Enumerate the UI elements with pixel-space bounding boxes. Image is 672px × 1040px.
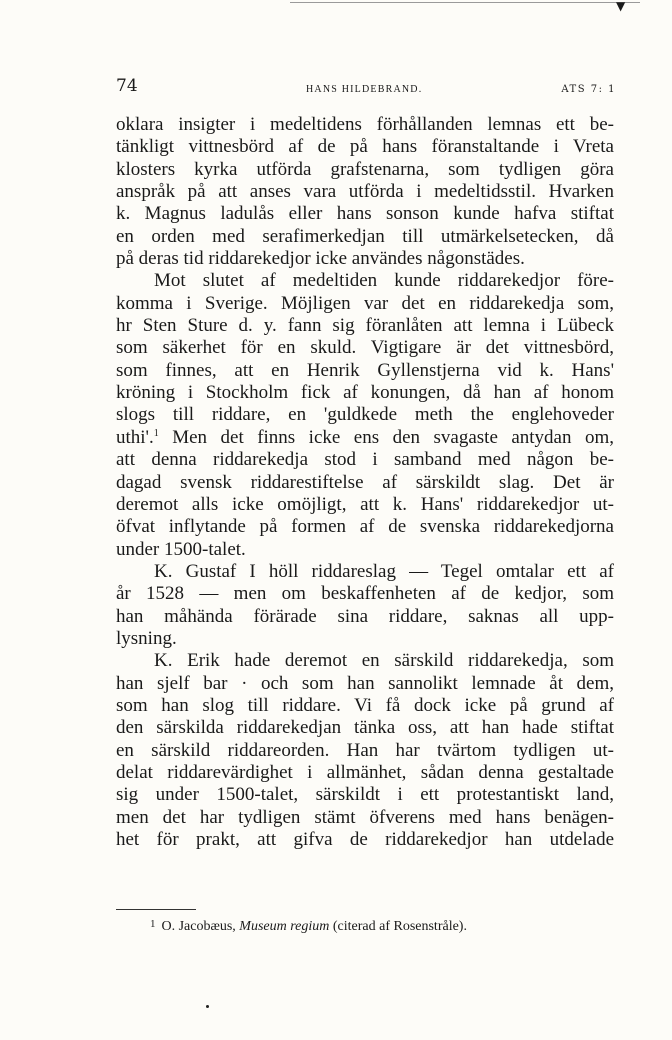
page-header [116,76,616,98]
text-line: dagad svensk riddarestiftelse af särskildt slag. Det är [116,471,614,493]
text-line-with-footnote [116,427,614,449]
page-number: 74 [116,76,138,96]
body-text [116,114,614,851]
text-line: den särskilda riddarekedjan tänka oss, att han hade stiftat [116,717,614,739]
footnote-reference: 1 [153,427,159,439]
text-line: som han slog till riddare. Vi få dock icke på grund af [116,694,614,716]
text-line: på deras tid riddarekedjor icke användes någonstädes. [116,248,525,270]
footnote [150,918,467,935]
footnote-marker: 1 [150,918,156,930]
text-line: klosters kyrka utförda grafstenarna, som tydligen göra [116,158,614,180]
text-line: slogs till riddare, en 'guldkede meth the englehoveder [116,404,614,426]
text-line: under 1500-talet. [116,538,246,560]
text-line: oklara insigter i medeltidens förhållanden lemnas ett be- [116,114,614,135]
text-line: sig under 1500-talet, särskildt i ett protestantiskt land, [116,784,614,806]
running-title: HANS HILDEBRAND. [306,84,423,95]
text-line: komma i Sverige. Möjligen var det en riddarekedja som, [116,292,614,314]
text-line: hr Sten Sture d. y. fann sig föranlåten att lemna i Lübeck [116,315,614,337]
text-line: att denna riddarekedja stod i samband med någon be- [116,449,614,471]
text-line: delat riddarevärdighet i allmänhet, sådan denna gestaltade [116,761,614,783]
text-line: en särskild riddareorden. Han har tvärtom tydligen ut- [116,739,614,761]
text-line: Mot slutet af medeltiden kunde riddarekedjor före- [154,270,614,292]
top-edge-mark: ▼ [616,0,626,13]
top-edge-rule [290,2,640,3]
text-line: deremot alls icke omöjligt, att k. Hans' riddarekedjor ut- [116,493,614,515]
text-line: men det har tydligen stämt öfverens med hans benägen- [116,806,614,828]
footnote-rule [116,909,196,910]
text-line: lysning. [116,627,177,649]
footnote-note: (citerad af Rosenstråle). [332,919,467,934]
text-line: K. Erik hade deremot en särskild riddarekedja, som [154,650,614,672]
text-line: tänkligt vittnesbörd af de på hans föranstaltande i Vreta [116,136,614,158]
text-line: en orden med serafimerkedjan till utmärkelsetecken, då [116,225,614,247]
text-line: anspråk på att anses vara utförda i medeltidsstil. Hvarken [116,181,614,203]
text-line: han måhända förärade sina riddare, saknas all upp- [116,605,614,627]
text-fragment: Men det finns icke ens den svagaste antydan om, [158,426,614,448]
footnote-author: O. Jacobæus, [161,919,236,934]
text-line: het för prakt, att gifva de riddarekedjor han utdelade [116,829,614,850]
text-line: år 1528 — men om beskaffenheten af de kedjor, som [116,583,614,605]
text-line: som säkerhet för en skuld. Vigtigare är det vittnesbörd, [116,337,614,359]
text-line: K. Gustaf I höll riddareslag — Tegel omtalar ett af [154,560,614,582]
paper-speck [206,1005,209,1008]
text-line: öfvat inflytande på formen af de svenska riddarekedjorna [116,516,614,538]
text-line: han sjelf bar · och som han sannolikt lemnade åt dem, [116,672,614,694]
text-line: k. Magnus ladulås eller hans sonson kunde hafva stiftat [116,203,614,225]
text-line: kröning i Stockholm fick af konungen, då han af honom [116,382,614,404]
footnote-title: Museum regium [239,919,330,934]
series-code: ATS 7: 1 [561,84,616,95]
text-line: som finnes, att en Henrik Gyllenstjerna vid k. Hans' [116,359,614,381]
text-fragment: uthi'. [116,426,154,448]
